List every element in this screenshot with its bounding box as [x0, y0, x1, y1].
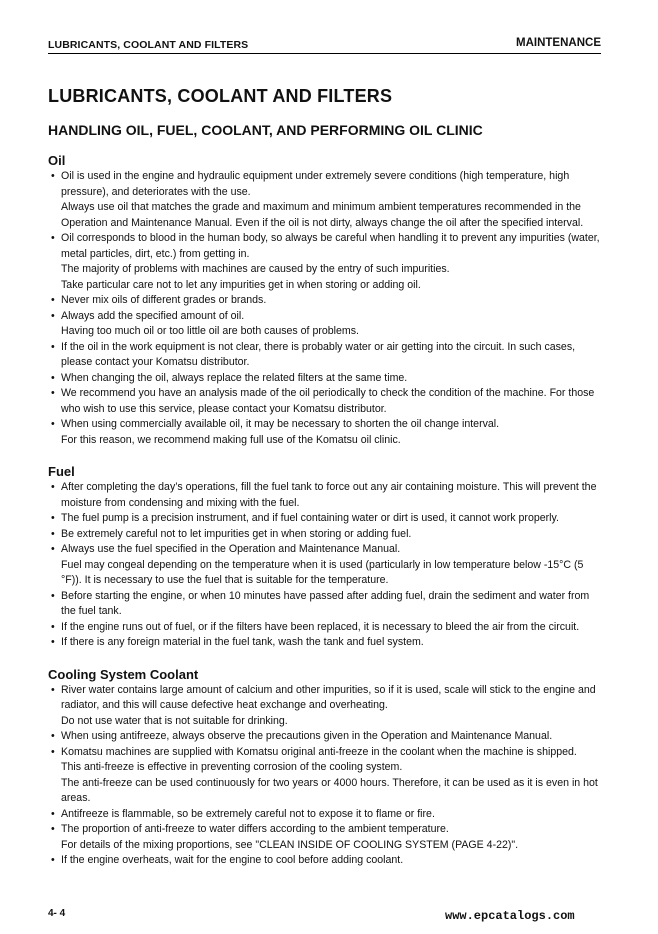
list-item: [48, 635, 604, 651]
list-item: [48, 729, 604, 745]
item-text: If the engine runs out of fuel, or if the filters have been replaced, it is necessary to bleed the air from the circuit.: [61, 620, 580, 633]
list-item: [48, 527, 604, 543]
item-text: Oil corresponds to blood in the human body, so always be careful when handling it to prevent any impurities (water, metal particles, dirt, etc.) from getting in.: [61, 232, 600, 260]
item-text: After completing the day’s operations, fill the fuel tank to force out any air containing moisture. This will prevent the moisture from condensing and mixing with the fuel.: [61, 481, 597, 509]
section-title: HANDLING OIL, FUEL, COOLANT, AND PERFORMING OIL CLINIC: [48, 122, 483, 138]
list-item: [48, 231, 604, 293]
item-continuation: The anti-freeze can be used continuously for two years or 4000 hours. Therefore, it can be used as it is even in hot areas.: [61, 776, 598, 804]
item-text: Always add the specified amount of oil.: [61, 309, 245, 322]
list-item: [48, 683, 604, 730]
item-continuation: Do not use water that is not suitable for drinking.: [61, 714, 288, 727]
list-item: [48, 371, 604, 387]
list-item: [48, 293, 604, 309]
header-chapter: LUBRICANTS, COOLANT AND FILTERS: [48, 39, 249, 51]
item-text: The proportion of anti-freeze to water differs according to the ambient temperature.: [61, 823, 449, 835]
item-text: Antifreeze is flammable, so be extremely careful not to expose it to flame or fire.: [61, 807, 435, 820]
fuel-list: [48, 480, 604, 651]
list-item: [48, 822, 604, 853]
list-item: [48, 853, 604, 869]
list-item: [48, 340, 604, 371]
item-text: If there is any foreign material in the fuel tank, wash the tank and fuel system.: [61, 636, 424, 648]
item-text: Be extremely careful not to let impurities get in when storing or adding fuel.: [61, 527, 412, 540]
item-text: Always use the fuel specified in the Operation and Maintenance Manual.: [61, 543, 401, 555]
item-continuation: For details of the mixing proportions, see "CLEAN INSIDE OF COOLING SYSTEM (PAGE 4-22)".: [61, 838, 519, 851]
item-text: When using antifreeze, always observe the precautions given in the Operation and Maintenance Manual.: [61, 730, 553, 742]
item-text: If the engine overheats, wait for the engine to cool before adding coolant.: [61, 854, 404, 866]
item-continuation: Having too much oil or too little oil are both causes of problems.: [61, 325, 359, 337]
item-text: Before starting the engine, or when 10 minutes have passed after adding fuel, drain the sediment and water from the fuel tank.: [61, 589, 590, 617]
list-item: [48, 169, 604, 231]
item-text: Never mix oils of different grades or brands.: [61, 294, 267, 306]
item-continuation: Take particular care not to let any impurities get in when storing or adding oil.: [61, 278, 421, 291]
page-title: LUBRICANTS, COOLANT AND FILTERS: [48, 86, 393, 106]
list-item: [48, 386, 604, 417]
list-item: [48, 620, 604, 636]
item-text: When using commercially available oil, it may be necessary to shorten the oil change interval.: [61, 418, 500, 430]
list-item: [48, 511, 604, 527]
item-continuation: Always use oil that matches the grade and maximum and minimum ambient temperatures recommended in the Operation and Maintenance Manual. Even if the oil is not dirty, always change the oil after the specified interval.: [61, 201, 584, 229]
header-section: MAINTENANCE: [516, 37, 601, 49]
item-continuation: For this reason, we recommend making full use of the Komatsu oil clinic.: [61, 433, 401, 446]
coolant-heading: Cooling System Coolant: [48, 666, 199, 682]
item-continuation: The majority of problems with machines are caused by the entry of such impurities.: [61, 263, 450, 275]
item-continuation: Fuel may congeal depending on the temperature when it is used (particularly in low temperature below -15°C (5 °F)). It is necessary to use the fuel that is suitable for the temperature.: [61, 558, 584, 586]
list-item: [48, 807, 604, 823]
page-content: [48, 153, 604, 869]
item-text: Komatsu machines are supplied with Komatsu original anti-freeze in the coolant when the machine is shipped.: [61, 745, 577, 758]
list-item: [48, 745, 604, 807]
page-number: 4- 4: [48, 908, 66, 919]
item-continuation: This anti-freeze is effective in preventing corrosion of the cooling system.: [61, 761, 403, 773]
coolant-list: [48, 683, 604, 869]
item-text: The fuel pump is a precision instrument, and if fuel containing water or dirt is used, it cannot work properly.: [61, 512, 559, 524]
item-text: We recommend you have an analysis made of the oil periodically to check the condition of the machine. For those who wish to use this service, please contact your Komatsu distributor.: [61, 387, 595, 415]
list-item: [48, 542, 604, 589]
list-item: [48, 309, 604, 340]
running-header: [48, 37, 601, 54]
oil-heading: Oil: [48, 153, 66, 168]
fuel-heading: Fuel: [48, 464, 75, 479]
item-text: If the oil in the work equipment is not clear, there is probably water or air getting into the circuit. In such cases, please contact your Komatsu distributor.: [61, 340, 576, 368]
list-item: [48, 417, 604, 448]
list-item: [48, 480, 604, 511]
watermark-url: www.epcatalogs.com: [445, 909, 575, 923]
item-text: When changing the oil, always replace the related filters at the same time.: [61, 371, 408, 384]
item-text: Oil is used in the engine and hydraulic equipment under extremely severe conditions (high temperature, high pressure), and deteriorates with the use.: [61, 170, 570, 198]
oil-list: [48, 169, 604, 448]
item-text: River water contains large amount of calcium and other impurities, so if it is used, scale will stick to the engine and radiator, and this will cause defective heat exchange and overheating.: [61, 683, 596, 711]
list-item: [48, 589, 604, 620]
